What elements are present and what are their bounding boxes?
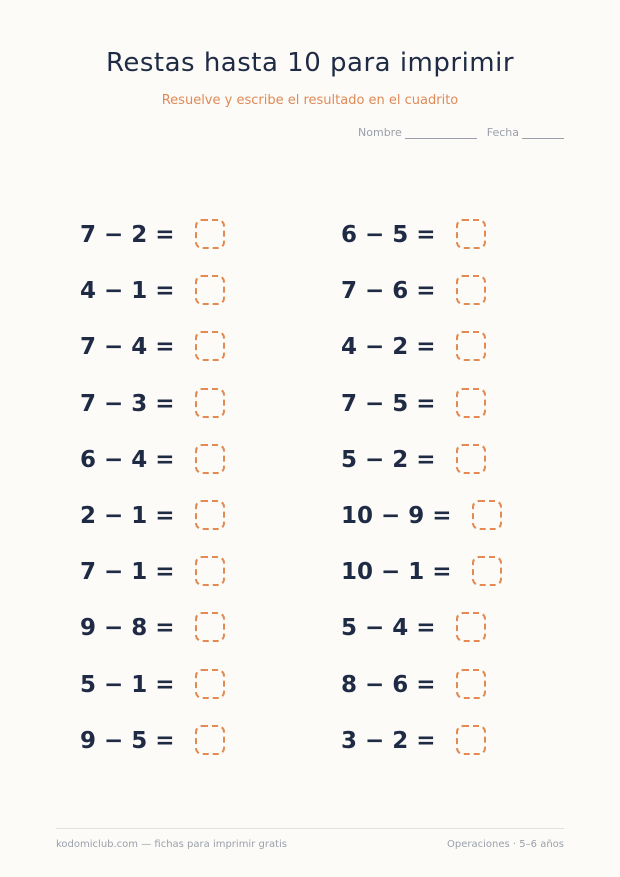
exercise-expression: 3 − 2 = bbox=[341, 727, 436, 754]
date-field[interactable] bbox=[487, 126, 564, 139]
exercise-row bbox=[341, 555, 502, 611]
answer-box[interactable] bbox=[456, 275, 486, 305]
exercise-expression: 4 − 2 = bbox=[341, 334, 436, 361]
answer-box[interactable] bbox=[456, 725, 486, 755]
exercise-row bbox=[80, 274, 225, 330]
exercise-expression: 2 − 1 = bbox=[80, 502, 175, 529]
exercise-row bbox=[341, 330, 502, 386]
exercise-expression: 10 − 1 = bbox=[341, 559, 452, 586]
exercise-expression: 9 − 8 = bbox=[80, 615, 175, 642]
exercise-row bbox=[341, 668, 502, 724]
answer-box[interactable] bbox=[195, 556, 225, 586]
answer-box[interactable] bbox=[456, 444, 486, 474]
answer-box[interactable] bbox=[195, 388, 225, 418]
footer-site: kodomiclub.com — fichas para imprimir gratis bbox=[56, 839, 288, 850]
exercise-expression: 8 − 6 = bbox=[341, 671, 436, 698]
exercise-row bbox=[80, 330, 225, 386]
answer-box[interactable] bbox=[195, 500, 225, 530]
exercise-row bbox=[341, 611, 502, 667]
exercise-row bbox=[80, 724, 225, 780]
answer-box[interactable] bbox=[456, 331, 486, 361]
exercise-row bbox=[80, 499, 225, 555]
answer-box[interactable] bbox=[195, 725, 225, 755]
answer-box[interactable] bbox=[456, 612, 486, 642]
footer-divider bbox=[56, 828, 564, 829]
exercise-row bbox=[80, 555, 225, 611]
answer-box[interactable] bbox=[195, 219, 225, 249]
answer-box[interactable] bbox=[456, 388, 486, 418]
exercise-expression: 9 − 5 = bbox=[80, 727, 175, 754]
exercise-row bbox=[80, 443, 225, 499]
exercise-row bbox=[341, 499, 502, 555]
exercise-expression: 6 − 4 = bbox=[80, 446, 175, 473]
exercise-expression: 4 − 1 = bbox=[80, 278, 175, 305]
exercise-expression: 5 − 4 = bbox=[341, 615, 436, 642]
exercise-row bbox=[341, 387, 502, 443]
exercise-expression: 7 − 2 = bbox=[80, 222, 175, 248]
exercise-expression: 7 − 1 = bbox=[80, 559, 175, 586]
answer-box[interactable] bbox=[195, 444, 225, 474]
exercise-expression: 10 − 9 = bbox=[341, 502, 452, 529]
exercise-expression: 6 − 5 = bbox=[341, 222, 436, 248]
exercise-expression: 7 − 3 = bbox=[80, 390, 175, 417]
answer-box[interactable] bbox=[472, 556, 502, 586]
exercise-row bbox=[341, 218, 502, 274]
exercise-expression: 7 − 5 = bbox=[341, 390, 436, 417]
exercise-row bbox=[80, 218, 225, 274]
name-label: Nombre bbox=[358, 126, 402, 139]
answer-box[interactable] bbox=[472, 500, 502, 530]
answer-box[interactable] bbox=[195, 331, 225, 361]
footer-category: Operaciones · 5–6 años bbox=[447, 839, 564, 850]
answer-box[interactable] bbox=[195, 669, 225, 699]
answer-box[interactable] bbox=[195, 275, 225, 305]
exercise-expression: 5 − 1 = bbox=[80, 671, 175, 698]
exercise-expression: 5 − 2 = bbox=[341, 446, 436, 473]
answer-box[interactable] bbox=[456, 219, 486, 249]
exercise-expression: 7 − 4 = bbox=[80, 334, 175, 361]
exercise-row bbox=[341, 443, 502, 499]
page-subtitle: Resuelve y escribe el resultado en el cuadrito bbox=[161, 93, 459, 108]
exercise-row bbox=[341, 274, 502, 330]
date-line[interactable] bbox=[522, 128, 564, 139]
answer-box[interactable] bbox=[195, 612, 225, 642]
page-title: Restas hasta 10 para imprimir bbox=[105, 48, 515, 78]
answer-box[interactable] bbox=[456, 669, 486, 699]
date-label: Fecha bbox=[486, 126, 519, 139]
left-column bbox=[80, 218, 225, 780]
exercise-row bbox=[80, 387, 225, 443]
right-column bbox=[341, 218, 502, 780]
exercise-row bbox=[341, 724, 502, 780]
name-field[interactable] bbox=[358, 126, 477, 139]
exercise-expression: 7 − 6 = bbox=[341, 278, 436, 305]
exercise-row bbox=[80, 611, 225, 667]
name-line[interactable] bbox=[405, 128, 477, 139]
student-fields bbox=[358, 126, 564, 139]
exercise-row bbox=[80, 668, 225, 724]
